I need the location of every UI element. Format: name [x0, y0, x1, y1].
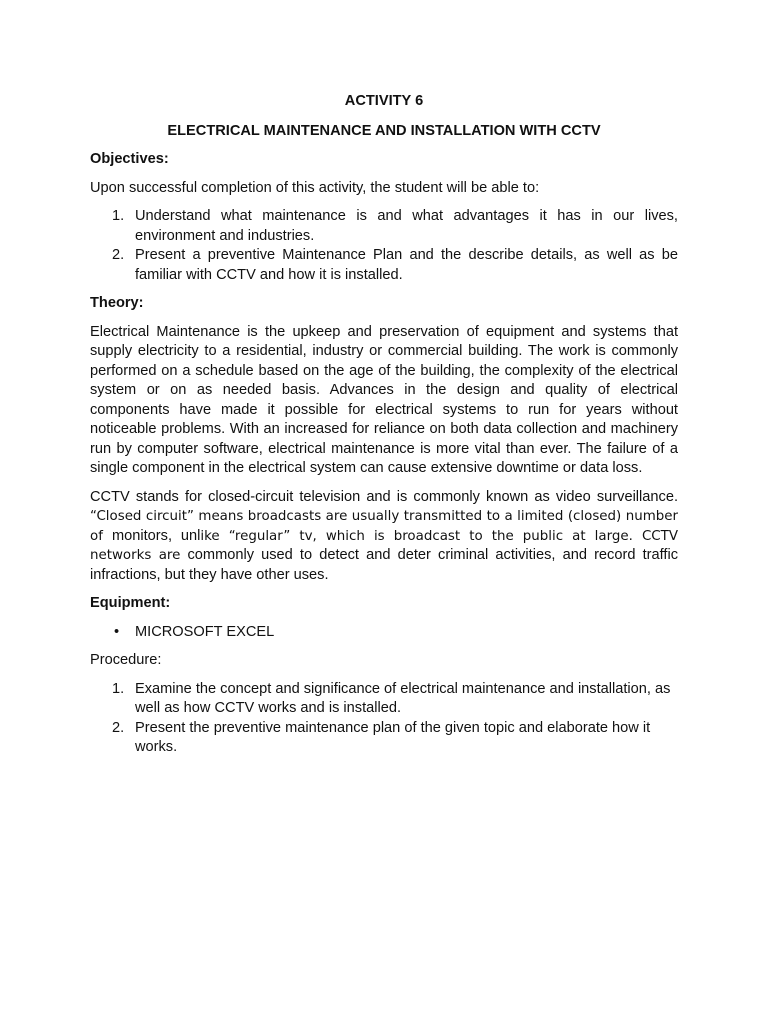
objectives-heading: Objectives: [90, 151, 169, 167]
cctv-text-end: commonly used to detect and deter criminal activities, and record traffic infractions, but they have other uses. [90, 547, 678, 583]
activity-title: ACTIVITY 6 [344, 93, 424, 109]
objective-number: 2. [112, 247, 125, 263]
objective-text: Present a preventive Maintenance Plan and the describe details, as well as be familiar with CCTV and how it is installed. [135, 247, 678, 283]
cctv-text-mid: monitors, unl [112, 527, 201, 544]
bullet-icon: • [114, 623, 120, 640]
objective-item [90, 207, 678, 246]
procedure-list [90, 680, 678, 758]
cctv-text-note-a: “Closed circuit” means broadcasts are usually transmitted to a limited (closed) number of [90, 509, 678, 544]
document-body [90, 92, 678, 767]
objectives-intro: Upon successful completion of this activity, the student will be able to: [90, 179, 540, 196]
theory-paragraph-cctv [90, 488, 678, 586]
equipment-item [90, 623, 678, 643]
procedure-text: Present the preventive maintenance plan of the given topic and elaborate how it works. [135, 719, 651, 755]
procedure-item [90, 719, 678, 758]
procedure-heading: Procedure: [90, 652, 162, 668]
equipment-text: MICROSOFT EXCEL [135, 623, 275, 640]
objective-text: Understand what maintenance is and what advantages it has in our lives, environment and industries. [135, 208, 678, 244]
objective-item [90, 246, 678, 285]
main-title: ELECTRICAL MAINTENANCE AND INSTALLATION WITH CCTV [167, 122, 601, 139]
objectives-list [90, 207, 678, 285]
procedure-item [90, 680, 678, 719]
equipment-heading: Equipment: [90, 595, 171, 611]
cctv-text-start: CCTV stands for closed-circuit television and is commonly known as video surveillance. [90, 488, 678, 505]
theory-heading: Theory: [90, 295, 144, 311]
procedure-number: 1. [112, 680, 125, 697]
cctv-text-note-b: ike “regular” tv, which is broadcast to the public at large. CCTV networks are [90, 528, 678, 563]
objective-number: 1. [112, 208, 125, 224]
procedure-text: Examine the concept and significance of electrical maintenance and installation, as well as how CCTV works and is installed. [135, 680, 671, 716]
equipment-list [90, 623, 678, 643]
theory-paragraph-maintenance: Electrical Maintenance is the upkeep and preservation of equipment and systems that supply electricity to a residential, industry or commercial building. The work is commonly performed on a schedule based on the age of the building, the complexity of the electrical system or on as needed basis. Advances in the design and quality of electrical components have made it possible for electrical systems to run for years without noticeable problems. With an increased for reliance on both data collection and machinery run by computer software, electrical maintenance is more vital than ever. The failure of a single component in the electrical system can cause extensive downtime or data loss. [90, 323, 678, 476]
procedure-number: 2. [112, 719, 125, 736]
